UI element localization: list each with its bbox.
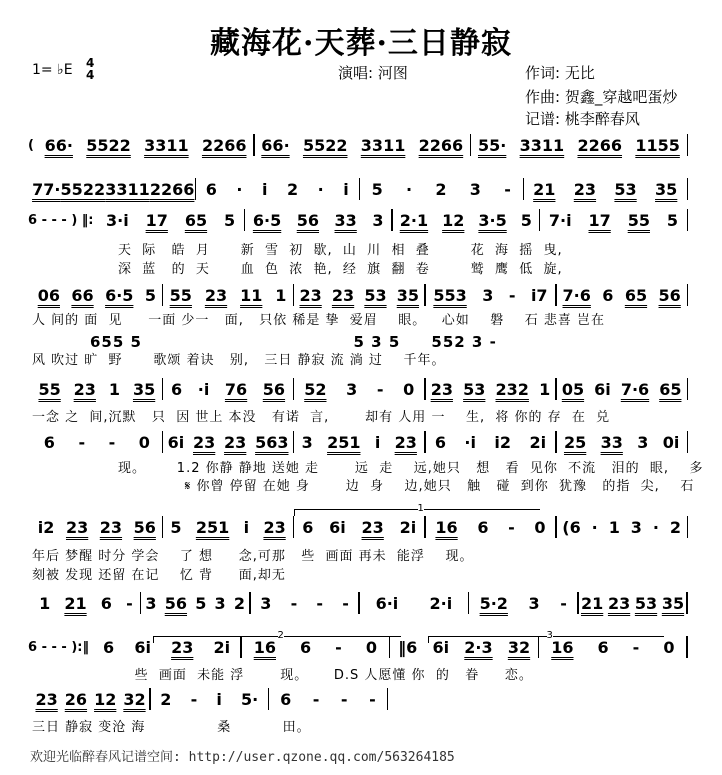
note-group: 5522 xyxy=(86,135,131,155)
measure xyxy=(469,594,577,613)
note-group: 5· xyxy=(241,689,259,709)
note-group: 1155 xyxy=(635,135,680,155)
note-group: i2 xyxy=(37,517,55,537)
note-group: 55· xyxy=(477,135,507,155)
note-group: 2 xyxy=(160,689,172,709)
note-group: 6 xyxy=(171,379,183,399)
note-group: 53 xyxy=(463,379,486,399)
note-group: 56 xyxy=(658,285,681,305)
note-group: 5 xyxy=(195,593,207,613)
note-group: i xyxy=(216,689,222,709)
note-group: 23 xyxy=(430,379,453,399)
note-group: 23 xyxy=(35,689,58,709)
note-group: - xyxy=(126,593,133,613)
note-group: - xyxy=(632,637,640,657)
measure xyxy=(471,136,686,155)
barline xyxy=(687,209,689,231)
lyric-line: 现。 1.2 你静 静地 送她 走 远 走 远,她只 想 看 见你 不流 泪的 眼, 多 xyxy=(118,461,704,476)
measure xyxy=(32,433,162,452)
note-group: 23 xyxy=(607,593,631,613)
measure xyxy=(426,380,556,399)
note-group: 1 xyxy=(539,379,551,399)
note-group: 251 xyxy=(195,517,230,537)
note-group: 17 xyxy=(588,210,611,230)
measure xyxy=(163,433,293,452)
note-group: 5 xyxy=(224,210,236,230)
note-group: 65 xyxy=(624,285,648,305)
measure xyxy=(390,638,537,657)
measure xyxy=(360,180,523,199)
note-group: ‖6 xyxy=(398,637,418,657)
note-group: 3 xyxy=(260,593,272,613)
note-group: 1 xyxy=(608,517,620,537)
note-group: · xyxy=(406,179,413,199)
measure xyxy=(557,380,687,399)
measure xyxy=(294,518,424,537)
music-system xyxy=(28,377,688,401)
note-group: 2266 xyxy=(418,135,464,155)
note-group: 5·2 xyxy=(479,593,508,613)
note-group: 3 xyxy=(145,593,157,613)
note-group: 66· xyxy=(44,135,73,155)
music-system xyxy=(28,133,688,157)
note-group: 3 xyxy=(637,432,649,452)
note-group: 6 xyxy=(205,179,217,199)
lyric-line: 一念 之 间,沉默 只 因 世上 本没 有诺 言, 却有 人用 一 生, 将 你的 存 在 兑 xyxy=(32,410,611,425)
note-group: 25 xyxy=(563,432,587,452)
barline xyxy=(686,636,688,658)
measure xyxy=(426,286,556,305)
note-group: 553 xyxy=(433,285,467,305)
note-group: 56 xyxy=(133,517,156,537)
volta-1: 1 xyxy=(294,509,540,516)
barline xyxy=(687,378,689,400)
note-group: 5 xyxy=(520,210,532,230)
note-group: ·i xyxy=(197,379,210,399)
note-group: i xyxy=(343,179,349,199)
measure xyxy=(255,136,470,155)
note-group: - xyxy=(342,593,349,613)
note-group: 3·i xyxy=(105,210,129,230)
note-group: 23 xyxy=(263,517,286,537)
measure xyxy=(294,380,424,399)
note-group: 16 xyxy=(435,517,458,537)
measure xyxy=(426,518,556,537)
lyric-line: 年后 梦醒 时分 学会 了 想 念,可那 些 画面 再未 能浮 现。 xyxy=(32,549,474,564)
note-group: 17 xyxy=(145,210,168,230)
note-group: · xyxy=(236,179,243,199)
note-group: - xyxy=(560,593,567,613)
note-group: 3 xyxy=(214,593,226,613)
note-group: 23 xyxy=(73,379,96,399)
measure xyxy=(524,180,687,199)
note-group: 35 xyxy=(132,379,156,399)
note-group: 563 xyxy=(255,432,289,452)
transcriber-credit: 记谱: 桃李醉春风 xyxy=(525,110,640,128)
note-group: 23 xyxy=(204,285,228,305)
note-group: 3311 xyxy=(519,135,565,155)
note-group: · xyxy=(652,517,659,537)
measure xyxy=(163,518,293,537)
note-group: 6i xyxy=(167,432,185,452)
note-group: 0 xyxy=(534,517,546,537)
note-group: 2i xyxy=(399,517,417,537)
measure xyxy=(579,594,687,613)
note-group: 16 xyxy=(551,637,574,657)
measure xyxy=(38,136,253,155)
note-group: 55 xyxy=(627,210,650,230)
note-group: 3 xyxy=(528,593,540,613)
note-group: 2266 xyxy=(577,135,623,155)
note-group: 2i xyxy=(529,432,547,452)
measure xyxy=(360,594,468,613)
note-group: 232 xyxy=(495,379,529,399)
note-group: - xyxy=(335,637,342,657)
measure xyxy=(269,690,386,709)
note-group: 53 xyxy=(614,179,637,199)
note-group: 2 xyxy=(287,179,299,199)
measure xyxy=(32,380,162,399)
note-group: i2 xyxy=(494,432,512,452)
lyric-line: 些 画面 未能 浮 现。 D.S 人愿懂 你 的 眷 恋。 xyxy=(32,668,533,683)
note-group: 55 xyxy=(38,379,61,399)
lyric-line: 刻被 发现 还留 在记 忆 背 面,却无 xyxy=(32,568,286,583)
music-system xyxy=(28,208,688,232)
note-group: 23 xyxy=(99,517,123,537)
note-group: ·i xyxy=(464,432,476,452)
note-group: · xyxy=(591,517,598,537)
note-group: 56 xyxy=(262,379,286,399)
note-group: 53 xyxy=(634,593,658,613)
lyric-line: 三日 静寂 变沧 海 桑 田。 xyxy=(32,720,311,735)
note-group: 0 xyxy=(365,637,377,657)
measure xyxy=(98,211,244,230)
note-group: 5522 xyxy=(302,135,348,155)
note-group: 33 xyxy=(334,210,357,230)
note-group: 6·5 xyxy=(252,210,282,230)
measure xyxy=(32,594,140,613)
measure xyxy=(251,594,359,613)
lyric-line: 𝄋 你曾 停留 在她 身 边 身 边,她只 触 碰 到你 犹豫 的指 尖, 石 xyxy=(118,479,695,494)
measure xyxy=(540,211,686,230)
note-group: 5 xyxy=(170,517,182,537)
music-system xyxy=(28,515,688,539)
barline xyxy=(687,178,689,200)
note-group: 6 xyxy=(302,517,314,537)
note-group: 2·3 xyxy=(464,637,493,657)
note-group: 56 xyxy=(296,210,320,230)
note-group: - xyxy=(316,593,324,613)
note-group: 6 xyxy=(434,432,446,452)
note-group: 12 xyxy=(442,210,465,230)
note-group: 35 xyxy=(396,285,420,305)
note-group: 0 xyxy=(403,379,415,399)
music-system xyxy=(28,283,688,307)
note-group: 32 xyxy=(507,637,531,657)
note-group: 65 xyxy=(659,379,682,399)
note-group: 3311 xyxy=(105,179,150,199)
note-group: 3311 xyxy=(144,135,189,155)
note-group: 2·i xyxy=(429,593,453,613)
note-group: (6 xyxy=(562,517,581,537)
key-signature: 1= ♭E xyxy=(32,62,73,78)
music-system xyxy=(28,687,388,711)
note-group: 3311 xyxy=(360,135,406,155)
time-bottom: 4 xyxy=(86,68,95,82)
note-group: 6 xyxy=(597,637,609,657)
note-group: - xyxy=(508,517,515,537)
note-group: 06 xyxy=(37,285,60,305)
note-group: 33 xyxy=(600,432,623,452)
note-group: 0 xyxy=(138,432,150,452)
note-group: i xyxy=(243,517,250,537)
measure xyxy=(32,180,195,199)
note-group: 56 xyxy=(164,593,188,613)
note-group: 2 xyxy=(669,517,681,537)
barline xyxy=(686,592,688,614)
note-group: 35 xyxy=(655,179,678,199)
barline xyxy=(387,688,389,710)
note-group: 23 xyxy=(573,179,597,199)
measure xyxy=(93,638,240,657)
measure xyxy=(141,594,249,613)
note-group: - xyxy=(290,593,298,613)
music-system xyxy=(28,177,688,201)
measure xyxy=(151,690,268,709)
measure xyxy=(163,380,293,399)
note-group: - xyxy=(376,379,384,399)
lyricist-credit: 作词: 无比 xyxy=(525,64,595,82)
note-group: - xyxy=(108,432,116,452)
note-group: 2266 xyxy=(201,135,247,155)
note-group: - xyxy=(340,689,348,709)
note-group: 2i xyxy=(213,637,231,657)
lyric-line: 深 蓝 的 天 血 色 浓 艳, 经 旗 翻 卷 鹫 鹰 低 旋, xyxy=(118,262,563,277)
note-group: - xyxy=(78,432,86,452)
note-group: 23 xyxy=(361,517,384,537)
measure xyxy=(539,638,686,657)
note-group: 23 xyxy=(224,432,247,452)
alternate-notes: 655 5 5 3 5 552 3 - xyxy=(90,333,497,351)
note-group: i xyxy=(374,432,381,452)
note-group: 6i xyxy=(432,637,450,657)
measure xyxy=(557,518,687,537)
barline xyxy=(687,134,689,156)
note-group: · xyxy=(317,179,324,199)
system-prefix: 6 - - - ):‖ xyxy=(28,639,89,655)
note-group: 6·i xyxy=(375,593,399,613)
note-group: - xyxy=(504,179,511,199)
note-group: 3 xyxy=(372,210,384,230)
measure xyxy=(294,433,424,452)
note-group: 3 xyxy=(346,379,358,399)
note-group: - xyxy=(190,689,198,709)
note-group: - xyxy=(508,285,516,305)
note-group: 1 xyxy=(108,379,121,399)
measure xyxy=(32,690,149,709)
note-group: 21 xyxy=(64,593,87,613)
note-group: 52 xyxy=(304,379,327,399)
note-group: 12 xyxy=(94,689,117,709)
note-group: 5 xyxy=(371,179,383,199)
note-group: 1 xyxy=(275,285,287,305)
measure xyxy=(294,286,424,305)
note-group: 21 xyxy=(533,179,556,199)
measure xyxy=(245,211,391,230)
note-group: 23 xyxy=(331,285,355,305)
time-signature xyxy=(86,57,94,81)
note-group: 35 xyxy=(661,593,685,613)
note-group: 6i xyxy=(134,637,151,657)
note-group: 5 xyxy=(144,285,156,305)
note-group: 65 xyxy=(184,210,208,230)
measure xyxy=(32,286,162,305)
note-group: 23 xyxy=(65,517,89,537)
note-group: 3 xyxy=(482,285,494,305)
lyric-line: 人 间的 面 见 一面 少一 面, 只依 稀是 挚 爱眉 眼。 心如 磐 石 悲喜 岂在 xyxy=(32,313,606,328)
volta-2: 2 xyxy=(153,636,401,643)
note-group: 6 xyxy=(43,432,55,452)
note-group: 251 xyxy=(327,432,361,452)
measure xyxy=(393,211,539,230)
time-top: 4 xyxy=(86,56,95,70)
note-group: 7·i xyxy=(548,210,572,230)
measure xyxy=(426,433,556,452)
measure xyxy=(163,286,293,305)
note-group: i7 xyxy=(530,285,548,305)
note-group: 7·6 xyxy=(620,379,650,399)
note-group: 2266 xyxy=(149,179,195,199)
volta-3: 3 xyxy=(428,636,664,643)
note-group: 0i xyxy=(662,432,680,452)
note-group: 6 xyxy=(602,285,614,305)
note-group: 53 xyxy=(364,285,387,305)
note-group: 2 xyxy=(233,593,245,613)
note-group: 0 xyxy=(663,637,675,657)
note-group: 76 xyxy=(224,379,248,399)
system-prefix: 6 - - - ) ‖: xyxy=(28,212,94,228)
note-group: i xyxy=(262,179,268,199)
measure xyxy=(196,180,359,199)
note-group: 21 xyxy=(580,593,604,613)
lyric-line: 天 际 皓 月 新 雪 初 歇, 山 川 相 叠 花 海 摇 曳, xyxy=(118,243,563,258)
note-group: 6·5 xyxy=(105,285,134,305)
note-group: 6 xyxy=(300,637,312,657)
note-group: 2 xyxy=(435,179,447,199)
note-group: 55 xyxy=(169,285,192,305)
note-group: 6i xyxy=(329,517,346,537)
note-group: 11 xyxy=(240,285,263,305)
note-group: 7·6 xyxy=(562,285,591,305)
barline xyxy=(687,516,689,538)
note-group: 6 xyxy=(103,637,115,657)
note-group: 26 xyxy=(64,689,88,709)
note-group: 77· xyxy=(32,179,61,199)
composer-credit: 作曲: 贺鑫_穿越吧蛋炒 xyxy=(525,88,678,106)
system-prefix: ( xyxy=(28,137,34,153)
note-group: 3 xyxy=(301,432,313,452)
music-system xyxy=(28,635,688,659)
alternate-lyric-line: 风 吹过 旷 野 歌颂 着诀 别, 三日 静寂 流 淌 过 千年。 xyxy=(32,353,446,368)
measure xyxy=(557,286,687,305)
note-group: 5 xyxy=(666,210,679,230)
note-group: 32 xyxy=(123,689,146,709)
note-group: 16 xyxy=(253,637,276,657)
measure xyxy=(557,433,687,452)
note-group: 3 xyxy=(469,179,481,199)
note-group: 23 xyxy=(299,285,322,305)
note-group: 6 xyxy=(477,517,489,537)
note-group: 3·5 xyxy=(478,210,507,230)
note-group: 1 xyxy=(39,593,51,613)
note-group: 66· xyxy=(261,135,290,155)
barline xyxy=(687,284,689,306)
song-title: 藏海花·天葬·三日静寂 xyxy=(210,26,512,61)
note-group: 23 xyxy=(171,637,194,657)
note-group: 6 xyxy=(100,593,112,613)
music-system xyxy=(28,430,688,454)
measure xyxy=(242,638,389,657)
measure xyxy=(32,518,162,537)
note-group: 5522 xyxy=(60,179,106,199)
note-group: - xyxy=(312,689,320,709)
note-group: - xyxy=(369,689,376,709)
singer-credit: 演唱: 河图 xyxy=(338,64,408,82)
footer-link-text: 欢迎光临醉春风记谱空间: http://user.qzone.qq.com/563264185 xyxy=(30,750,455,765)
note-group: 23 xyxy=(193,432,216,452)
note-group: 66 xyxy=(71,285,94,305)
note-group: 05 xyxy=(561,379,585,399)
barline xyxy=(687,431,689,453)
note-group: 3 xyxy=(630,517,642,537)
music-system xyxy=(28,591,688,615)
note-group: 2·1 xyxy=(399,210,429,230)
note-group: 6i xyxy=(594,379,611,399)
note-group: 6 xyxy=(280,689,292,709)
note-group: 23 xyxy=(394,432,417,452)
